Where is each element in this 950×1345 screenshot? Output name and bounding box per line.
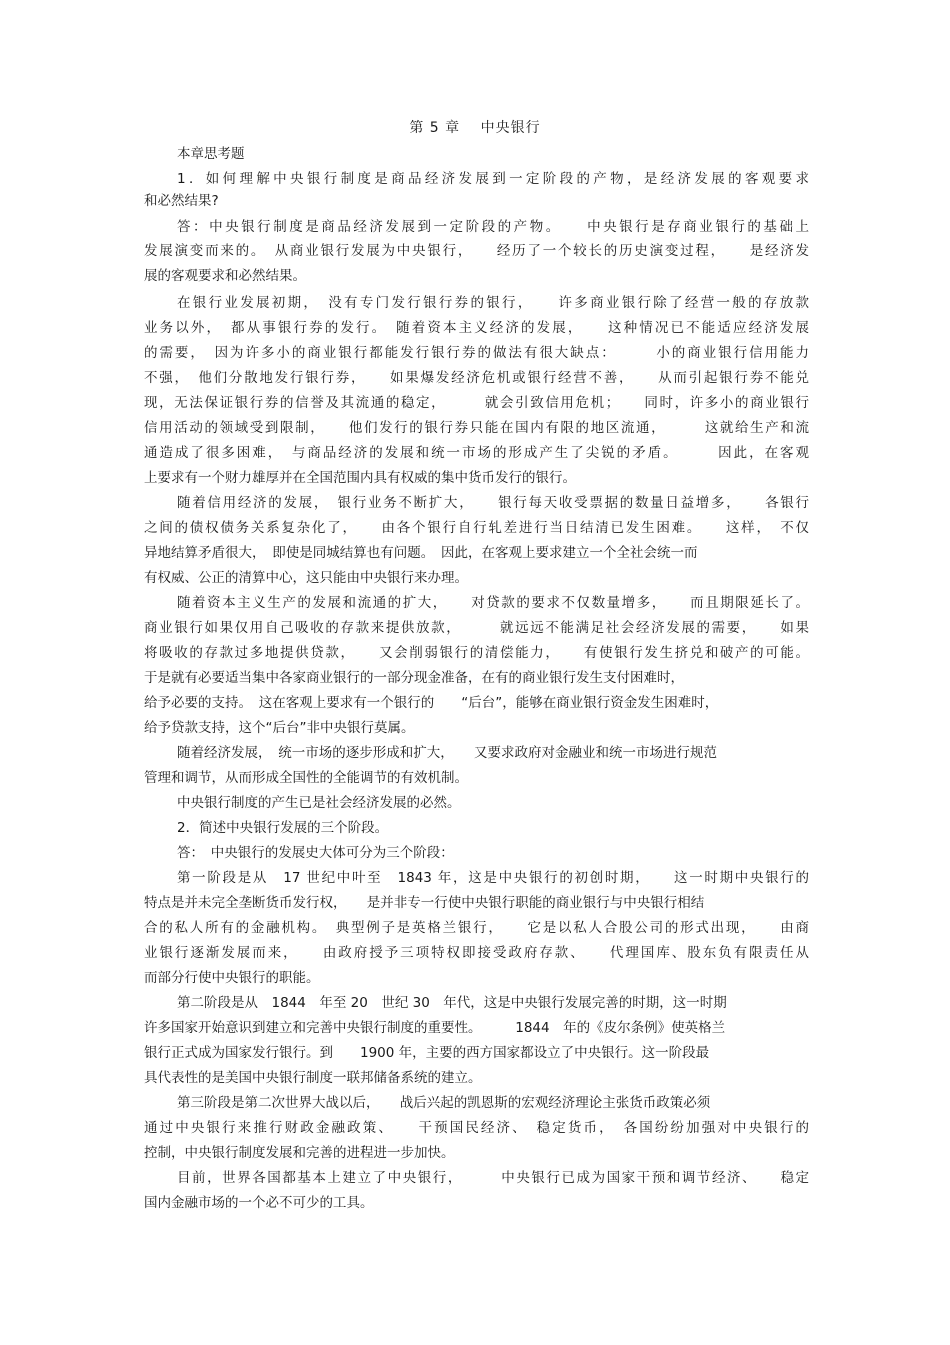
paragraph-line: 现，无法保证银行券的信誉及其流通的稳定， 就会引致信用危机； 同时，许多小的商业银行 (144, 395, 809, 411)
paragraph-line: 业银行逐渐发展而来， 由政府授予三项特权即接受政府存款、 代理国库、股东负有限责任从 (144, 945, 809, 961)
paragraph-line: 在银行业发展初期， 没有专门发行银行券的银行， 许多商业银行除了经营一般的存放款 (177, 295, 809, 311)
paragraph-line: 随着信用经济的发展， 银行业务不断扩大， 银行每天收受票据的数量日益增多， 各银行 (177, 495, 809, 511)
paragraph-line: 给予必要的支持。 这在客观上要求有一个银行的 “后台”，能够在商业银行资金发生困难时， (144, 695, 719, 711)
paragraph-line: 银行正式成为国家发行银行。到 1900 年，主要的西方国家都设立了中央银行。这一阶段最 (144, 1045, 710, 1061)
paragraph-line: 通过中央银行来推行财政金融政策、 干预国民经济、 稳定货币， 各国纷纷加强对中央银行的 (144, 1120, 809, 1136)
paragraph-line: 上要求有一个财力雄厚并在全国范围内具有权威的集中货币发行的银行。 (144, 470, 576, 486)
paragraph-line: 第二阶段是从 1844 年至 20 世纪 30 年代，这是中央银行发展完善的时期，这一时期 (177, 995, 727, 1011)
answer-1-line: 发展演变而来的。 从商业银行发展为中央银行， 经历了一个较长的历史演变过程， 是经济发 (144, 243, 809, 259)
paragraph-line: 中央银行制度的产生已是社会经济发展的必然。 (177, 795, 461, 811)
paragraph-line: 业务以外， 都从事银行券的发行。 随着资本主义经济的发展， 这种情况已不能适应经济发展 (144, 320, 809, 336)
answer-1-line: 答：中央银行制度是商品经济发展到一定阶段的产物。 中央银行是存商业银行的基础上 (177, 219, 809, 235)
paragraph-line: 通造成了很多困难， 与商品经济的发展和统一市场的形成产生了尖锐的矛盾。 因此，在客观 (144, 445, 809, 461)
paragraph-line: 给予贷款支持，这个“后台”非中央银行莫属。 (144, 720, 415, 736)
paragraph-line: 随着经济发展， 统一市场的逐步形成和扩大， 又要求政府对金融业和统一市场进行规范 (177, 745, 717, 761)
paragraph-line: 合的私人所有的金融机构。 典型例子是英格兰银行， 它是以私人合股公司的形式出现， 由商 (144, 920, 809, 936)
paragraph-line: 不强， 他们分散地发行银行券， 如果爆发经济危机或银行经营不善， 从而引起银行券不能兑 (144, 370, 809, 386)
paragraph-line: 将吸收的存款过多地提供贷款， 又会削弱银行的清偿能力， 有使银行发生挤兑和破产的可能。 (144, 645, 809, 661)
question-1-line: 和必然结果? (144, 193, 219, 209)
answer-2-line: 答： 中央银行的发展史大体可分为三个阶段： (177, 845, 454, 861)
paragraph-line: 随着资本主义生产的发展和流通的扩大， 对贷款的要求不仅数量增多， 而且期限延长了。 (177, 595, 809, 611)
section-heading: 本章思考题 (177, 146, 245, 162)
paragraph-line: 许多国家开始意识到建立和完善中央银行制度的重要性。 1844 年的《皮尔条例》使英格兰 (144, 1020, 726, 1036)
paragraph-line: 的需要， 因为许多小的商业银行都能发行银行券的做法有很大缺点： 小的商业银行信用能力 (144, 345, 809, 361)
paragraph-line: 特点是并未完全垄断货币发行权， 是并非专一行使中央银行职能的商业银行与中央银行相结 (144, 895, 705, 911)
paragraph-line: 目前，世界各国都基本上建立了中央银行， 中央银行已成为国家干预和调节经济、 稳定 (177, 1170, 809, 1186)
question-1-line: 1．如何理解中央银行制度是商品经济发展到一定阶段的产物，是经济发展的客观要求 (177, 171, 809, 187)
chapter-title: 第 5 章 中央银行 (409, 120, 541, 136)
paragraph-line: 而部分行使中央银行的职能。 (144, 970, 320, 986)
paragraph-line: 于是就有必要适当集中各家商业银行的一部分现金准备，在有的商业银行发生支付困难时， (144, 670, 684, 686)
paragraph-line: 第三阶段是第二次世界大战以后， 战后兴起的凯恩斯的宏观经济理论主张货币政策必须 (177, 1095, 711, 1111)
answer-1-line: 展的客观要求和必然结果。 (144, 268, 306, 284)
paragraph-line: 第一阶段是从 17 世纪中叶至 1843 年，这是中央银行的初创时期， 这一时期中央银行的 (177, 870, 809, 886)
paragraph-line: 信用活动的领域受到限制， 他们发行的银行券只能在国内有限的地区流通， 这就给生产和流 (144, 420, 809, 436)
paragraph-line: 商业银行如果仅用自己吸收的存款来提供放款， 就远远不能满足社会经济发展的需要， 如果 (144, 620, 809, 636)
question-2-line: 2．简述中央银行发展的三个阶段。 (177, 820, 389, 836)
paragraph-line: 之间的债权债务关系复杂化了， 由各个银行自行轧差进行当日结清已发生困难。 这样， 不仅 (144, 520, 809, 536)
paragraph-line: 管理和调节，从而形成全国性的全能调节的有效机制。 (144, 770, 468, 786)
paragraph-line: 有权威、公正的清算中心，这只能由中央银行来办理。 (144, 570, 468, 586)
paragraph-line: 异地结算矛盾很大， 即使是同城结算也有问题。 因此，在客观上要求建立一个全社会统一而 (144, 545, 698, 561)
paragraph-line: 控制，中央银行制度发展和完善的进程进一步加快。 (144, 1145, 455, 1161)
paragraph-line: 具代表性的是美国中央银行制度一联邦储备系统的建立。 (144, 1070, 482, 1086)
paragraph-line: 国内金融市场的一个必不可少的工具。 (144, 1195, 374, 1211)
